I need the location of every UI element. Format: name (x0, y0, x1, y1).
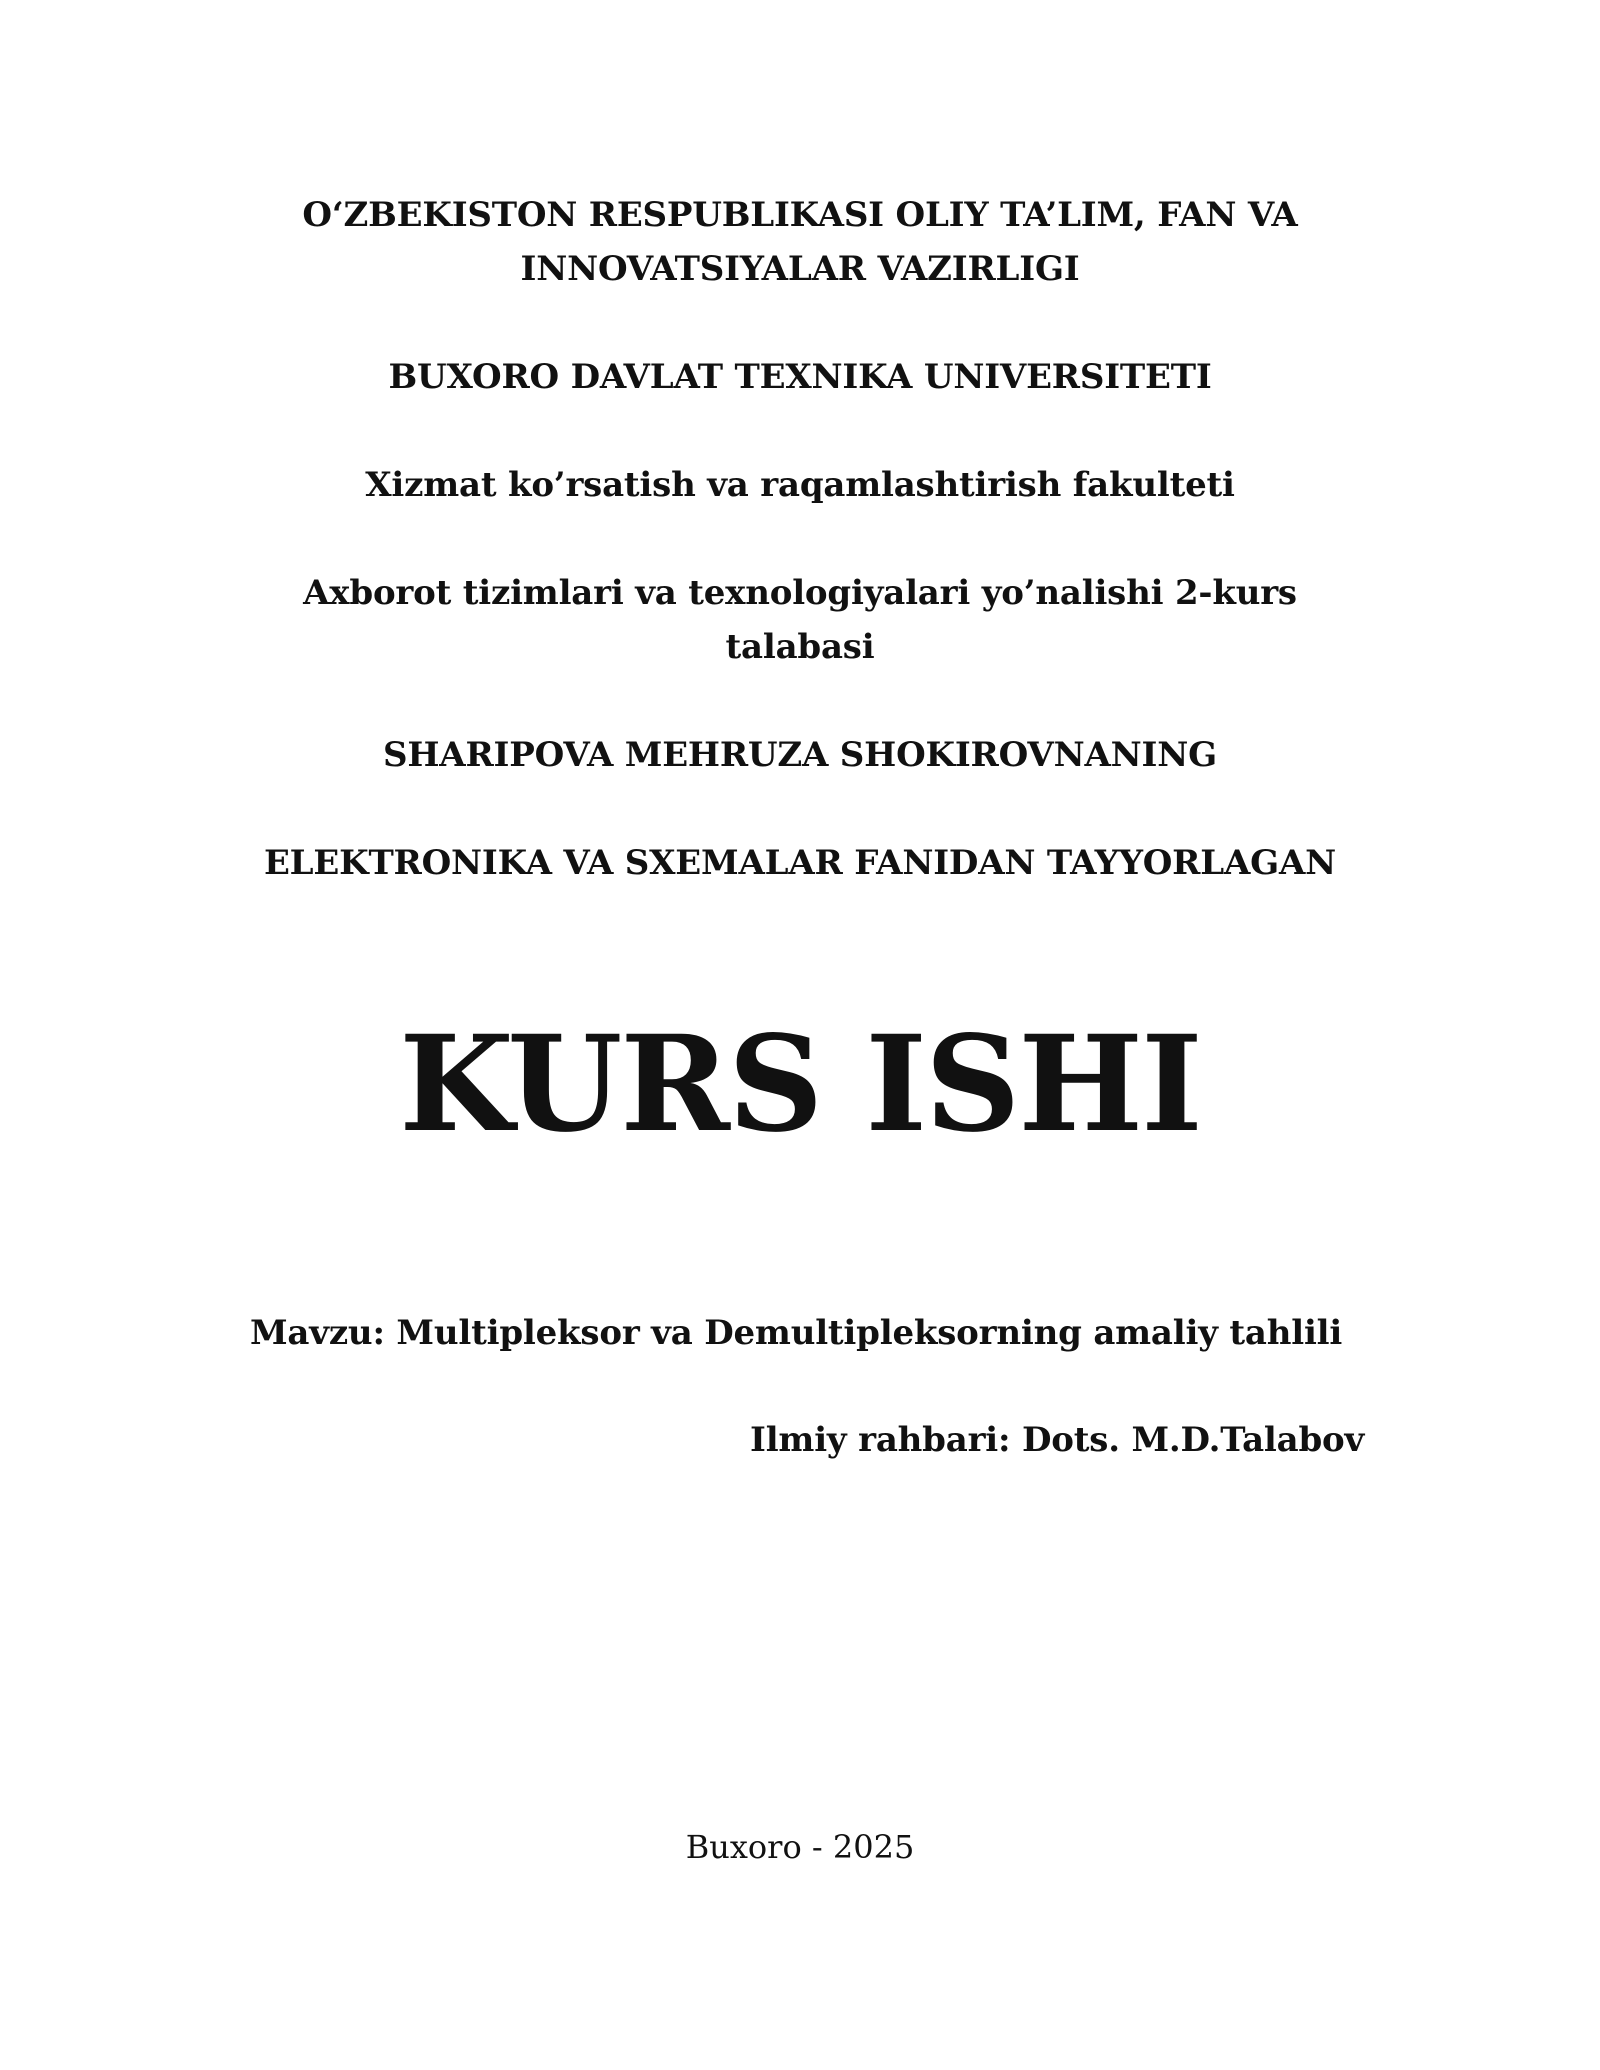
student-name: SHARIPOVA MEHRUZA SHOKIROVNANING (383, 735, 1217, 775)
direction-line: Axborot tizimlari va texnologiyalari yo’nalishi 2-kurs talabasi (303, 573, 1297, 667)
topic-line: Mavzu: Multipleksor va Demultipleksorning amaliy tahlili (250, 1313, 1343, 1353)
advisor-line: Ilmiy rahbari: Dots. M.D.Talabov (750, 1420, 1365, 1460)
university-name: BUXORO DAVLAT TEXNIKA UNIVERSITETI (388, 357, 1212, 397)
document-title: KURS ISHI (399, 1007, 1201, 1162)
place-year: Buxoro - 2025 (685, 1828, 915, 1866)
faculty-name: Xizmat ko’rsatish va raqamlashtirish fakulteti (365, 465, 1235, 505)
ministry-name: O‘ZBEKISTON RESPUBLIKASI OLIY TA’LIM, FAN VA INNOVATSIYALAR VAZIRLIGI (302, 195, 1298, 289)
subject-line: ELEKTRONIKA VA SXEMALAR FANIDAN TAYYORLAGAN (263, 843, 1337, 883)
